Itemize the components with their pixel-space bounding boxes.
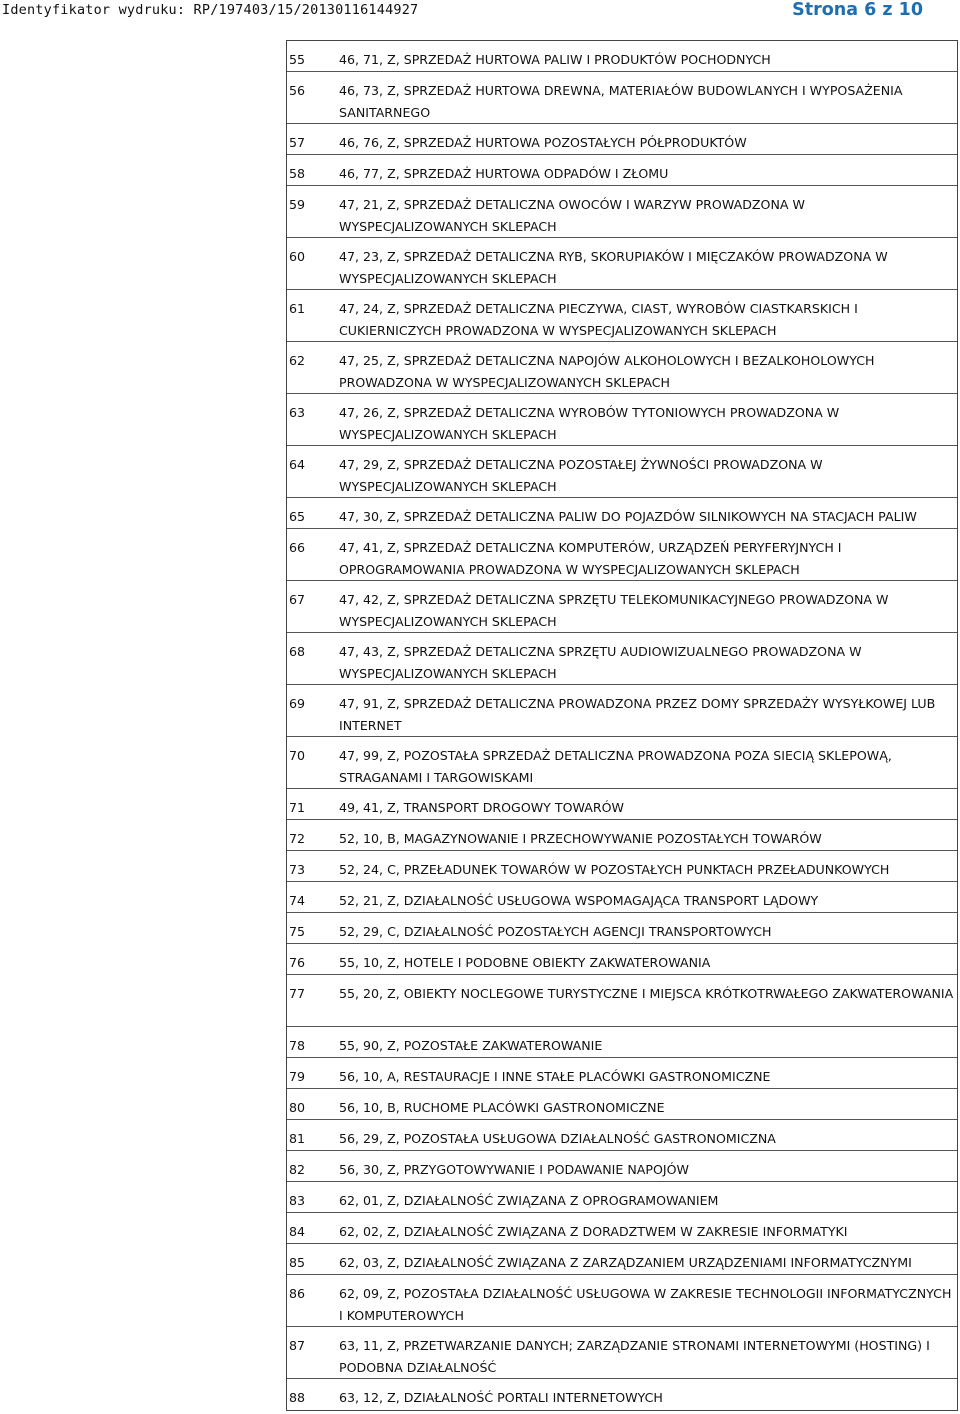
row-number: 74 xyxy=(289,893,306,908)
table-row xyxy=(287,685,957,737)
table-row xyxy=(287,737,957,789)
row-number: 55 xyxy=(289,52,306,67)
table-row xyxy=(287,1244,957,1275)
activity-description: 47, 41, Z, SPRZEDAŻ DETALICZNA KOMPUTERÓW, URZĄDZEŃ PERYFERYJNYCH I OPROGRAMOWANIA PROWADZONA W WYSPECJALIZOWANYCH SKLEPACH xyxy=(339,540,842,577)
row-number: 84 xyxy=(289,1224,306,1239)
table-row xyxy=(287,186,957,238)
activity-description: 52, 29, C, DZIAŁALNOŚĆ POZOSTAŁYCH AGENCJI TRANSPORTOWYCH xyxy=(339,924,772,939)
table-row xyxy=(287,72,957,124)
table-row xyxy=(287,1213,957,1244)
row-number: 60 xyxy=(289,249,306,264)
activity-description: 47, 30, Z, SPRZEDAŻ DETALICZNA PALIW DO POJAZDÓW SILNIKOWYCH NA STACJACH PALIW xyxy=(339,509,917,524)
table-row xyxy=(287,1275,957,1327)
table-row xyxy=(287,1027,957,1058)
table-row xyxy=(287,41,957,72)
activity-description: 46, 71, Z, SPRZEDAŻ HURTOWA PALIW I PRODUKTÓW POCHODNYCH xyxy=(339,52,771,67)
activity-codes-table xyxy=(286,40,958,1411)
table-row xyxy=(287,1120,957,1151)
activity-description: 47, 29, Z, SPRZEDAŻ DETALICZNA POZOSTAŁEJ ŻYWNOŚCI PROWADZONA W WYSPECJALIZOWANYCH SKLEPACH xyxy=(339,457,823,494)
table-row xyxy=(287,789,957,820)
table-row xyxy=(287,975,957,1027)
row-number: 77 xyxy=(289,986,306,1001)
table-row xyxy=(287,529,957,581)
activity-description: 47, 21, Z, SPRZEDAŻ DETALICZNA OWOCÓW I WARZYW PROWADZONA W WYSPECJALIZOWANYCH SKLEPACH xyxy=(339,197,805,234)
activity-description: 52, 24, C, PRZEŁADUNEK TOWARÓW W POZOSTAŁYCH PUNKTACH PRZEŁADUNKOWYCH xyxy=(339,862,890,877)
table-row xyxy=(287,851,957,882)
activity-description: 52, 10, B, MAGAZYNOWANIE I PRZECHOWYWANIE POZOSTAŁYCH TOWARÓW xyxy=(339,831,822,846)
activity-description: 55, 90, Z, POZOSTAŁE ZAKWATEROWANIE xyxy=(339,1038,603,1053)
page-number: Strona 6 z 10 xyxy=(792,0,923,20)
table-row xyxy=(287,1182,957,1213)
print-header xyxy=(0,0,960,22)
activity-description: 63, 11, Z, PRZETWARZANIE DANYCH; ZARZĄDZANIE STRONAMI INTERNETOWYMI (HOSTING) I PODOBNA DZIAŁALNOŚĆ xyxy=(339,1338,930,1375)
row-number: 70 xyxy=(289,748,306,763)
row-number: 64 xyxy=(289,457,306,472)
row-number: 59 xyxy=(289,197,306,212)
row-number: 62 xyxy=(289,353,306,368)
table-row xyxy=(287,155,957,186)
activity-description: 55, 20, Z, OBIEKTY NOCLEGOWE TURYSTYCZNE I MIEJSCA KRÓTKOTRWAŁEGO ZAKWATEROWANIA xyxy=(339,986,954,1001)
table-row xyxy=(287,581,957,633)
activity-description: 52, 21, Z, DZIAŁALNOŚĆ USŁUGOWA WSPOMAGAJĄCA TRANSPORT LĄDOWY xyxy=(339,893,819,908)
activity-description: 56, 10, A, RESTAURACJE I INNE STAŁE PLACÓWKI GASTRONOMICZNE xyxy=(339,1069,771,1084)
activity-description: 62, 09, Z, POZOSTAŁA DZIAŁALNOŚĆ USŁUGOWA W ZAKRESIE TECHNOLOGII INFORMATYCZNYCH I KOMPUTEROWYCH xyxy=(339,1286,952,1323)
row-number: 61 xyxy=(289,301,306,316)
row-number: 67 xyxy=(289,592,306,607)
row-number: 75 xyxy=(289,924,306,939)
activity-description: 47, 26, Z, SPRZEDAŻ DETALICZNA WYROBÓW TYTONIOWYCH PROWADZONA W WYSPECJALIZOWANYCH SKLEPACH xyxy=(339,405,840,442)
row-number: 66 xyxy=(289,540,306,555)
activity-description: 46, 77, Z, SPRZEDAŻ HURTOWA ODPADÓW I ZŁOMU xyxy=(339,166,669,181)
row-number: 69 xyxy=(289,696,306,711)
row-number: 82 xyxy=(289,1162,306,1177)
table-row xyxy=(287,394,957,446)
activity-description: 56, 29, Z, POZOSTAŁA USŁUGOWA DZIAŁALNOŚĆ GASTRONOMICZNA xyxy=(339,1131,776,1146)
activity-description: 63, 12, Z, DZIAŁALNOŚĆ PORTALI INTERNETOWYCH xyxy=(339,1390,663,1405)
table-row xyxy=(287,882,957,913)
row-number: 83 xyxy=(289,1193,306,1208)
table-row xyxy=(287,290,957,342)
row-number: 76 xyxy=(289,955,306,970)
table-row xyxy=(287,820,957,851)
row-number: 56 xyxy=(289,83,306,98)
activity-description: 46, 76, Z, SPRZEDAŻ HURTOWA POZOSTAŁYCH PÓŁPRODUKTÓW xyxy=(339,135,747,150)
activity-description: 47, 43, Z, SPRZEDAŻ DETALICZNA SPRZĘTU AUDIOWIZUALNEGO PROWADZONA W WYSPECJALIZOWANYCH SKLEPACH xyxy=(339,644,862,681)
row-number: 88 xyxy=(289,1390,306,1405)
activity-description: 47, 42, Z, SPRZEDAŻ DETALICZNA SPRZĘTU TELEKOMUNIKACYJNEGO PROWADZONA W WYSPECJALIZOWANYCH SKLEPACH xyxy=(339,592,889,629)
row-number: 58 xyxy=(289,166,306,181)
row-number: 80 xyxy=(289,1100,306,1115)
table-row xyxy=(287,1379,957,1410)
activity-description: 56, 10, B, RUCHOME PLACÓWKI GASTRONOMICZNE xyxy=(339,1100,665,1115)
print-identifier: Identyfikator wydruku: RP/197403/15/20130116144927 xyxy=(2,2,419,18)
table-row xyxy=(287,446,957,498)
row-number: 79 xyxy=(289,1069,306,1084)
row-number: 86 xyxy=(289,1286,306,1301)
table-row xyxy=(287,1327,957,1379)
table-row xyxy=(287,342,957,394)
row-number: 78 xyxy=(289,1038,306,1053)
table-row xyxy=(287,913,957,944)
table-row xyxy=(287,1089,957,1120)
activity-description: 47, 99, Z, POZOSTAŁA SPRZEDAŻ DETALICZNA PROWADZONA POZA SIECIĄ SKLEPOWĄ, STRAGANAMI I TARGOWISKAMI xyxy=(339,748,892,785)
row-number: 65 xyxy=(289,509,306,524)
table-row xyxy=(287,633,957,685)
activity-description: 49, 41, Z, TRANSPORT DROGOWY TOWARÓW xyxy=(339,800,624,815)
table-row xyxy=(287,1151,957,1182)
table-row xyxy=(287,944,957,975)
row-number: 81 xyxy=(289,1131,306,1146)
row-number: 71 xyxy=(289,800,306,815)
row-number: 73 xyxy=(289,862,306,877)
activity-description: 47, 25, Z, SPRZEDAŻ DETALICZNA NAPOJÓW ALKOHOLOWYCH I BEZALKOHOLOWYCH PROWADZONA W WYSPECJALIZOWANYCH SKLEPACH xyxy=(339,353,875,390)
table-row xyxy=(287,124,957,155)
row-number: 72 xyxy=(289,831,306,846)
row-number: 57 xyxy=(289,135,306,150)
activity-description: 62, 03, Z, DZIAŁALNOŚĆ ZWIĄZANA Z ZARZĄDZANIEM URZĄDZENIAMI INFORMATYCZNYMI xyxy=(339,1255,912,1270)
activity-description: 62, 01, Z, DZIAŁALNOŚĆ ZWIĄZANA Z OPROGRAMOWANIEM xyxy=(339,1193,719,1208)
activity-description: 47, 91, Z, SPRZEDAŻ DETALICZNA PROWADZONA PRZEZ DOMY SPRZEDAŻY WYSYŁKOWEJ LUB INTERNET xyxy=(339,696,936,733)
row-number: 87 xyxy=(289,1338,306,1353)
activity-description: 47, 24, Z, SPRZEDAŻ DETALICZNA PIECZYWA, CIAST, WYROBÓW CIASTKARSKICH I CUKIERNICZYCH PROWADZONA W WYSPECJALIZOWANYCH SKLEPACH xyxy=(339,301,858,338)
table-row xyxy=(287,498,957,529)
activity-description: 62, 02, Z, DZIAŁALNOŚĆ ZWIĄZANA Z DORADZTWEM W ZAKRESIE INFORMATYKI xyxy=(339,1224,848,1239)
activity-description: 47, 23, Z, SPRZEDAŻ DETALICZNA RYB, SKORUPIAKÓW I MIĘCZAKÓW PROWADZONA W WYSPECJALIZOWANYCH SKLEPACH xyxy=(339,249,888,286)
table-row xyxy=(287,238,957,290)
row-number: 85 xyxy=(289,1255,306,1270)
activity-description: 46, 73, Z, SPRZEDAŻ HURTOWA DREWNA, MATERIAŁÓW BUDOWLANYCH I WYPOSAŻENIA SANITARNEGO xyxy=(339,83,903,120)
table-row xyxy=(287,1058,957,1089)
row-number: 68 xyxy=(289,644,306,659)
activity-description: 56, 30, Z, PRZYGOTOWYWANIE I PODAWANIE NAPOJÓW xyxy=(339,1162,689,1177)
activity-description: 55, 10, Z, HOTELE I PODOBNE OBIEKTY ZAKWATEROWANIA xyxy=(339,955,711,970)
row-number: 63 xyxy=(289,405,306,420)
